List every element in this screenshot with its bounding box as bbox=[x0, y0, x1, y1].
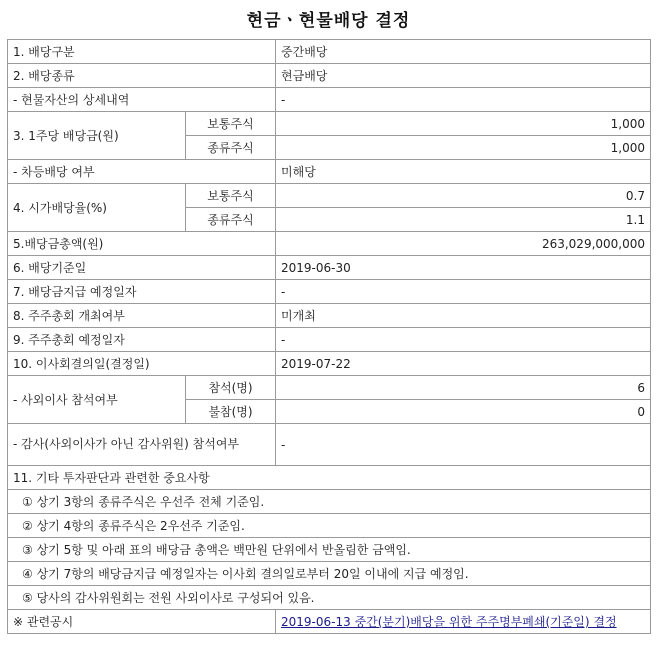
row-value: 0 bbox=[276, 400, 651, 424]
row-value: 1.1 bbox=[276, 208, 651, 232]
row-value: - bbox=[276, 424, 651, 466]
table-row bbox=[8, 256, 651, 280]
row-label: 1. 배당구분 bbox=[8, 40, 276, 64]
table-row bbox=[8, 160, 651, 184]
row-label: 6. 배당기준일 bbox=[8, 256, 276, 280]
row-value: 6 bbox=[276, 376, 651, 400]
table-row bbox=[8, 424, 651, 466]
table-row bbox=[8, 40, 651, 64]
row-label: 2. 배당종류 bbox=[8, 64, 276, 88]
page-title: 현금ㆍ현물배당 결정 bbox=[246, 11, 411, 31]
table-row bbox=[8, 352, 651, 376]
sub-label: 참석(명) bbox=[186, 376, 276, 400]
table-row bbox=[8, 376, 651, 400]
sub-label: 불참(명) bbox=[186, 400, 276, 424]
row-value: - bbox=[276, 280, 651, 304]
sub-label: 보통주식 bbox=[186, 112, 276, 136]
row-value: 263,029,000,000 bbox=[276, 232, 651, 256]
table-row bbox=[8, 610, 651, 634]
sub-label: 보통주식 bbox=[186, 184, 276, 208]
table-row bbox=[8, 328, 651, 352]
row-value: 1,000 bbox=[276, 136, 651, 160]
related-cell bbox=[276, 610, 651, 634]
table-row bbox=[8, 466, 651, 490]
note-item: ④ 상기 7항의 배당금지급 예정일자는 이사회 결의일로부터 20일 이내에 지급 예정임. bbox=[8, 562, 651, 586]
table-row bbox=[8, 112, 651, 136]
row-label: 3. 1주당 배당금(원) bbox=[8, 112, 186, 160]
row-value: 미개최 bbox=[276, 304, 651, 328]
row-value: 미해당 bbox=[276, 160, 651, 184]
note-item: ② 상기 4항의 종류주식은 2우선주 기준임. bbox=[8, 514, 651, 538]
row-value: 0.7 bbox=[276, 184, 651, 208]
row-label: - 사외이사 참석여부 bbox=[8, 376, 186, 424]
sub-label: 종류주식 bbox=[186, 208, 276, 232]
related-label: ※ 관련공시 bbox=[8, 610, 276, 634]
disclosure-table bbox=[7, 39, 651, 634]
table-row bbox=[8, 184, 651, 208]
row-value: - bbox=[276, 88, 651, 112]
row-value: 2019-07-22 bbox=[276, 352, 651, 376]
table-row bbox=[8, 538, 651, 562]
note-item: ① 상기 3항의 종류주식은 우선주 전체 기준임. bbox=[8, 490, 651, 514]
row-value: - bbox=[276, 328, 651, 352]
row-value: 현금배당 bbox=[276, 64, 651, 88]
row-label: 5.배당금총액(원) bbox=[8, 232, 276, 256]
table-row bbox=[8, 232, 651, 256]
table-row bbox=[8, 280, 651, 304]
table-row bbox=[8, 514, 651, 538]
table-row bbox=[8, 490, 651, 514]
row-label: 9. 주주총회 예정일자 bbox=[8, 328, 276, 352]
row-value: 중간배당 bbox=[276, 40, 651, 64]
row-value: 2019-06-30 bbox=[276, 256, 651, 280]
note-item: ⑤ 당사의 감사위원회는 전원 사외이사로 구성되어 있음. bbox=[8, 586, 651, 610]
row-label: - 감사(사외이사가 아닌 감사위원) 참석여부 bbox=[8, 424, 276, 466]
table-row bbox=[8, 304, 651, 328]
row-value: 1,000 bbox=[276, 112, 651, 136]
note-item: ③ 상기 5항 및 아래 표의 배당금 총액은 백만원 단위에서 반올림한 금액임. bbox=[8, 538, 651, 562]
row-label: - 현물자산의 상세내역 bbox=[8, 88, 276, 112]
row-label: 8. 주주총회 개최여부 bbox=[8, 304, 276, 328]
row-label: - 차등배당 여부 bbox=[8, 160, 276, 184]
row-label: 4. 시가배당율(%) bbox=[8, 184, 186, 232]
section-heading: 11. 기타 투자판단과 관련한 중요사항 bbox=[8, 466, 651, 490]
row-label: 10. 이사회결의일(결정일) bbox=[8, 352, 276, 376]
table-row bbox=[8, 64, 651, 88]
row-label: 7. 배당금지급 예정일자 bbox=[8, 280, 276, 304]
table-row bbox=[8, 88, 651, 112]
related-disclosure-link[interactable]: 2019-06-13 중간(분기)배당을 위한 주주명부폐쇄(기준일) 결정 bbox=[281, 615, 617, 629]
table-row bbox=[8, 586, 651, 610]
table-row bbox=[8, 562, 651, 586]
sub-label: 종류주식 bbox=[186, 136, 276, 160]
